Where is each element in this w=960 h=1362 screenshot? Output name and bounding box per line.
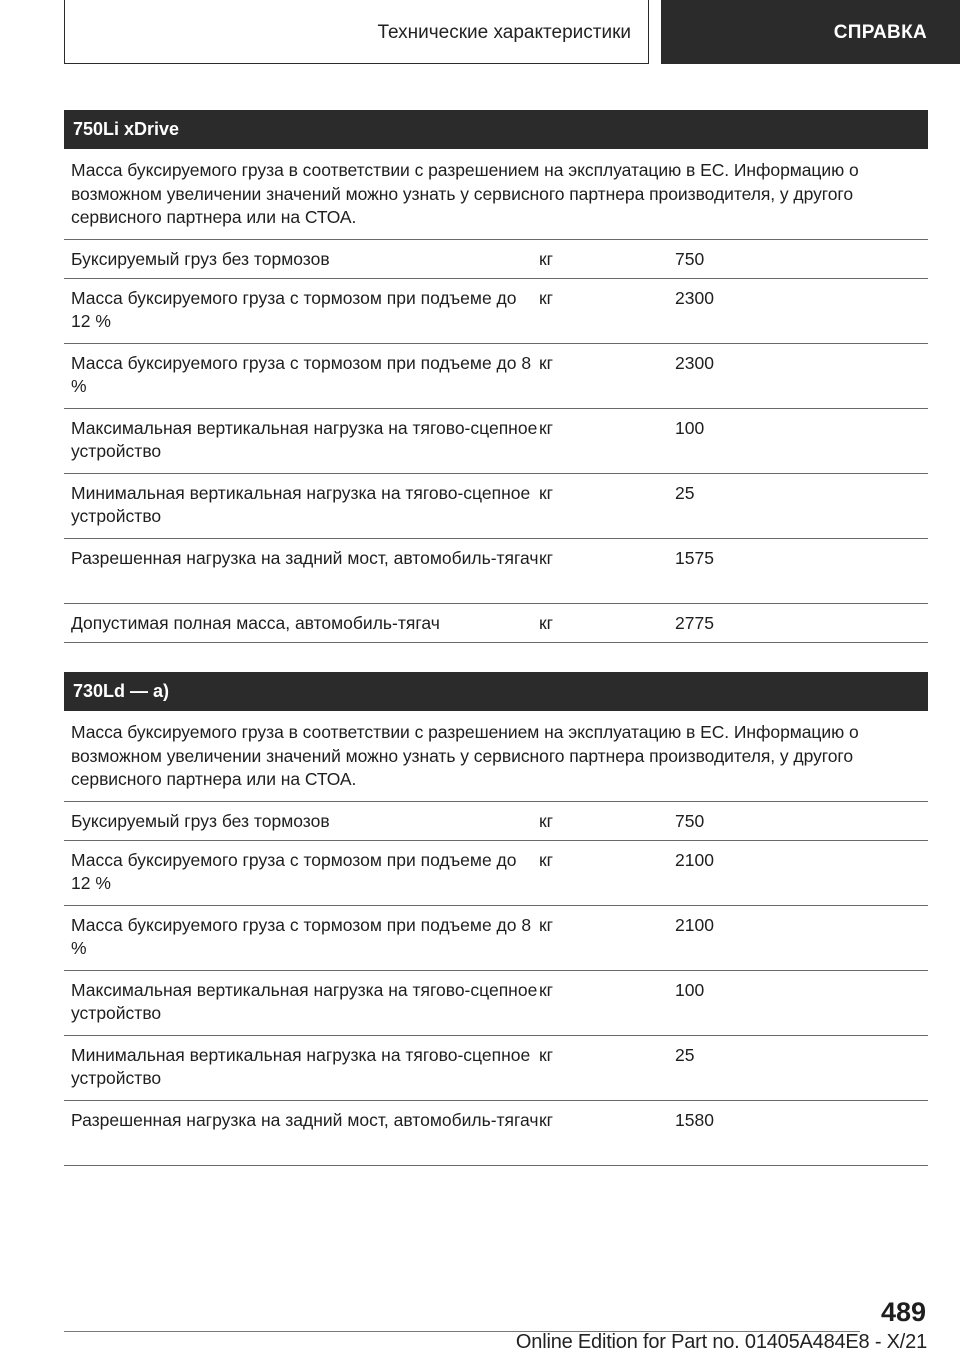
row-label: Максимальная вертикальная нагрузка на тягово-сцепное устройство: [71, 417, 538, 461]
row-value: 100: [675, 417, 705, 438]
row-unit: кг: [539, 914, 554, 935]
spec-section-750li: [64, 110, 928, 643]
section-intro: Масса буксируемого груза в соответствии с разрешением на эксплуатацию в ЕС. Информацию о возможном увеличении значений можно узнать у сервисного партнера производителя, у другого сервисного партнера или на СТОА.: [64, 711, 928, 802]
table-row: [64, 409, 928, 474]
row-label: Максимальная вертикальная нагрузка на тягово-сцепное устройство: [71, 979, 538, 1023]
table-row: [64, 240, 928, 279]
row-unit: кг: [539, 482, 554, 503]
row-value: 25: [675, 482, 695, 503]
row-unit: кг: [539, 352, 554, 373]
row-label: Разрешенная нагрузка на задний мост, автомобиль-тягач: [71, 547, 539, 568]
row-unit: кг: [539, 1109, 554, 1130]
row-unit: кг: [539, 612, 554, 633]
table-row: [64, 344, 928, 409]
row-unit: кг: [539, 810, 554, 831]
footer-edition-text: Online Edition for Part no. 01405A484E8 - X/21: [515, 1331, 927, 1353]
row-label: Масса буксируемого груза с тормозом при подъеме до 12 %: [71, 849, 517, 893]
table-row: [64, 841, 928, 906]
section-title: 750Li xDrive: [64, 110, 928, 149]
row-unit: кг: [539, 1044, 554, 1065]
section-intro: Масса буксируемого груза в соответствии с разрешением на эксплуатацию в ЕС. Информацию о возможном увеличении значений можно узнать у сервисного партнера производителя, у другого сервисного партнера или на СТОА.: [64, 149, 928, 240]
table-row: [64, 474, 928, 539]
table-row: [64, 971, 928, 1036]
row-value: 2300: [675, 287, 714, 308]
table-row: [64, 802, 928, 841]
page-number: 489: [880, 1297, 926, 1327]
row-label: Минимальная вертикальная нагрузка на тягово-сцепное устройство: [71, 1044, 531, 1088]
row-label: Масса буксируемого груза с тормозом при подъеме до 8 %: [71, 914, 532, 958]
row-label: Буксируемый груз без тормозов: [71, 810, 330, 831]
row-unit: кг: [539, 417, 554, 438]
row-label: Масса буксируемого груза с тормозом при подъеме до 8 %: [71, 352, 532, 396]
table-row: [64, 1036, 928, 1101]
row-unit: кг: [539, 248, 554, 269]
row-value: 2100: [675, 849, 714, 870]
row-label: Разрешенная нагрузка на задний мост, автомобиль-тягач: [71, 1109, 539, 1130]
row-label: Масса буксируемого груза с тормозом при подъеме до 12 %: [71, 287, 517, 331]
row-label: Минимальная вертикальная нагрузка на тягово-сцепное устройство: [71, 482, 531, 526]
table-row: [64, 1101, 928, 1166]
section-title: 730Ld — a): [64, 672, 928, 711]
row-value: 2775: [675, 612, 714, 633]
row-unit: кг: [539, 979, 554, 1000]
header-section-title: Технические характеристики: [64, 0, 649, 64]
row-unit: кг: [539, 547, 554, 568]
table-row: [64, 604, 928, 643]
table-row: [64, 906, 928, 971]
table-row: [64, 279, 928, 344]
row-value: 25: [675, 1044, 695, 1065]
row-value: 750: [675, 810, 705, 831]
row-value: 100: [675, 979, 705, 1000]
row-unit: кг: [539, 849, 554, 870]
row-label: Буксируемый груз без тормозов: [71, 248, 330, 269]
row-value: 2300: [675, 352, 714, 373]
table-row: [64, 539, 928, 604]
row-value: 750: [675, 248, 705, 269]
row-value: 1575: [675, 547, 714, 568]
row-unit: кг: [539, 287, 554, 308]
row-value: 1580: [675, 1109, 714, 1130]
row-label: Допустимая полная масса, автомобиль-тягач: [71, 612, 440, 633]
header-chapter-tab[interactable]: СПРАВКА: [661, 0, 960, 64]
row-value: 2100: [675, 914, 714, 935]
spec-section-730ld: [64, 672, 928, 1166]
